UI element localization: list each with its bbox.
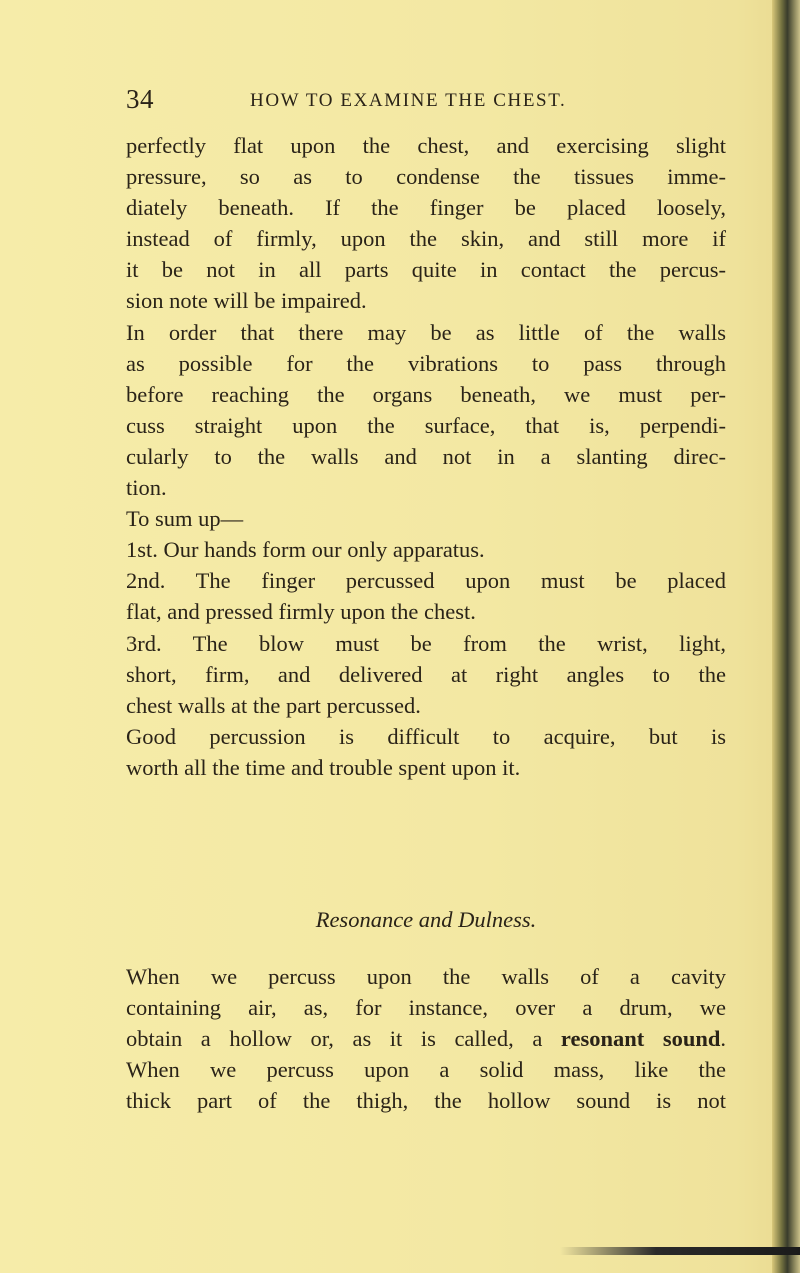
text-line: before reaching the organs beneath, we must per-	[126, 381, 726, 407]
text-line: thick part of the thigh, the hollow sound is not	[126, 1088, 726, 1114]
body-text	[126, 130, 726, 783]
text-line: chest walls at the part percussed.	[126, 692, 421, 718]
text-line: pressure, so as to condense the tissues imme-	[126, 164, 726, 190]
text-line: To sum up—	[126, 506, 244, 532]
text-line: When we percuss upon a solid mass, like the	[126, 1057, 726, 1083]
section-heading: Resonance and Dulness.	[315, 907, 537, 932]
text-line: perfectly flat upon the chest, and exercising slight	[126, 133, 726, 158]
section-text	[126, 961, 726, 1116]
text-line: 1st. Our hands form our only apparatus.	[126, 537, 485, 563]
text-fragment: obtain a hollow or, as it is called, a	[126, 1026, 561, 1052]
text-line: it be not in all parts quite in contact the percus-	[126, 257, 726, 283]
text-line	[126, 1023, 726, 1054]
page-binding-edge	[772, 0, 800, 1273]
text-line: cularly to the walls and not in a slanting direc-	[126, 443, 726, 469]
page-bottom-shadow	[560, 1247, 800, 1255]
running-head: HOW TO EXAMINE THE CHEST.	[250, 90, 567, 111]
text-line: instead of firmly, upon the skin, and still more if	[126, 226, 726, 252]
page-header	[126, 84, 726, 114]
text-line: short, firm, and delivered at right angles to the	[126, 661, 726, 687]
text-line: flat, and pressed firmly upon the chest.	[126, 599, 476, 625]
text-line: 2nd. The finger percussed upon must be placed	[126, 568, 726, 594]
text-line: tion.	[126, 475, 167, 501]
text-line: 3rd. The blow must be from the wrist, light,	[126, 630, 726, 656]
text-line: sion note will be impaired.	[126, 288, 367, 314]
text-line: as possible for the vibrations to pass through	[126, 350, 726, 376]
text-line: diately beneath. If the finger be placed loosely,	[126, 195, 726, 221]
text-line: Good percussion is difficult to acquire, but is	[126, 723, 726, 749]
text-fragment: .	[720, 1026, 726, 1052]
bold-term: resonant sound	[560, 1026, 721, 1052]
text-line: containing air, as, for instance, over a drum, we	[126, 995, 726, 1021]
text-line: In order that there may be as little of the walls	[126, 319, 726, 345]
text-line: cuss straight upon the surface, that is, perpendi-	[126, 412, 726, 438]
text-line: worth all the time and trouble spent upon it.	[126, 754, 521, 780]
page-number: 34	[126, 84, 154, 114]
text-line: When we percuss upon the walls of a cavity	[126, 964, 726, 989]
